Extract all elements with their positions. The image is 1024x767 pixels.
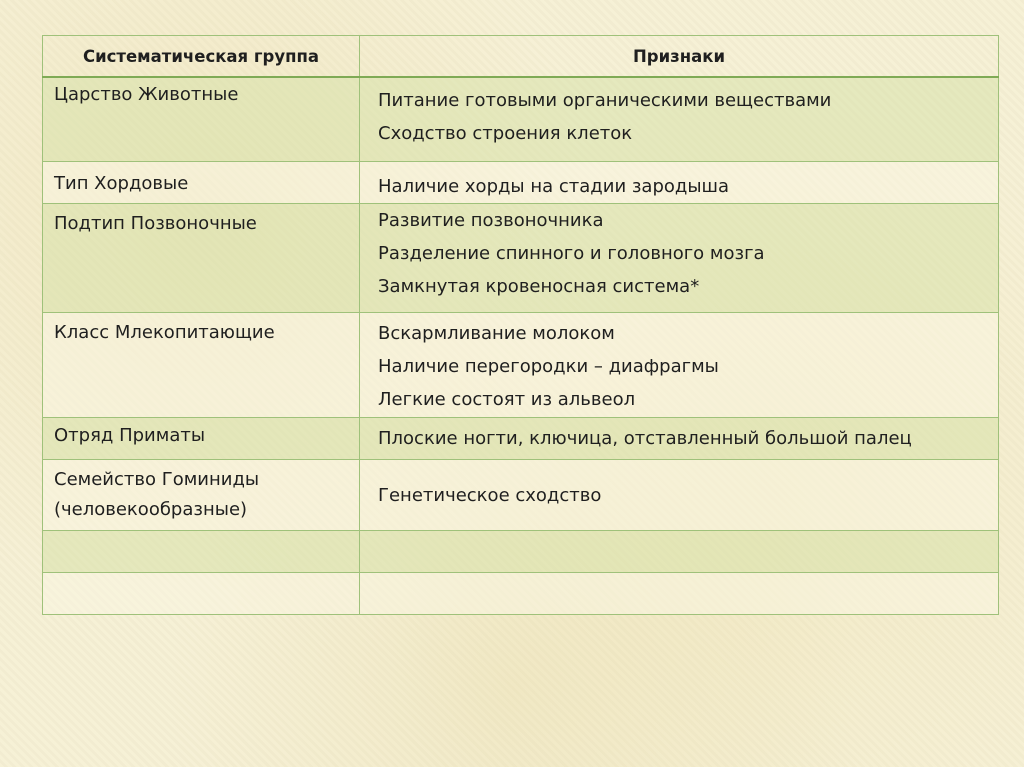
table-header-row: [43, 36, 999, 78]
header-features: Признаки: [360, 36, 999, 78]
table-row: [43, 161, 999, 203]
features-cell: [360, 417, 999, 459]
group-name: Отряд Приматы: [54, 424, 206, 446]
table-row-empty: [43, 530, 999, 572]
table-row: [43, 459, 999, 530]
table-row: [43, 417, 999, 459]
classification-table-container: [42, 35, 998, 615]
feature-text: Легкие состоят из альвеол: [378, 388, 636, 410]
group-name: Подтип Позвоночные: [54, 212, 257, 234]
table-row: [43, 312, 999, 417]
group-cell: [43, 459, 360, 530]
feature-text: Замкнутая кровеносная система*: [378, 275, 700, 297]
features-cell: [360, 161, 999, 203]
features-cell: [360, 203, 999, 312]
group-name: Тип Хордовые: [54, 172, 189, 194]
group-cell: [43, 572, 360, 614]
classification-table: [42, 35, 999, 615]
feature-text: Вскармливание молоком: [378, 322, 615, 344]
feature-text: Развитие позвоночника: [378, 209, 604, 231]
features-cell: [360, 530, 999, 572]
feature-text: Плоские ногти, ключица, отставленный большой палец: [378, 427, 912, 449]
table-row: [43, 203, 999, 312]
group-cell: [43, 530, 360, 572]
feature-text: Наличие хорды на стадии зародыша: [378, 175, 730, 197]
group-cell: [43, 161, 360, 203]
group-name: Класс Млекопитающие: [54, 321, 275, 343]
group-cell: [43, 77, 360, 161]
group-name: Семейство Гоминиды: [54, 468, 260, 490]
feature-text: Разделение спинного и головного мозга: [378, 242, 765, 264]
feature-text: Питание готовыми органическими веществами: [378, 90, 832, 111]
feature-text: Сходство строения клеток: [378, 123, 633, 144]
group-cell: [43, 203, 360, 312]
group-name: Царство Животные: [54, 84, 239, 105]
group-cell: [43, 312, 360, 417]
feature-text: Генетическое сходство: [378, 484, 602, 506]
features-cell: [360, 77, 999, 161]
features-cell: [360, 572, 999, 614]
table-row: [43, 77, 999, 161]
header-group: Систематическая группа: [43, 36, 360, 78]
table-row-empty: [43, 572, 999, 614]
group-cell: [43, 417, 360, 459]
features-cell: [360, 312, 999, 417]
feature-text: Наличие перегородки – диафрагмы: [378, 355, 719, 377]
group-name: (человекообразные): [54, 498, 248, 520]
features-cell: [360, 459, 999, 530]
